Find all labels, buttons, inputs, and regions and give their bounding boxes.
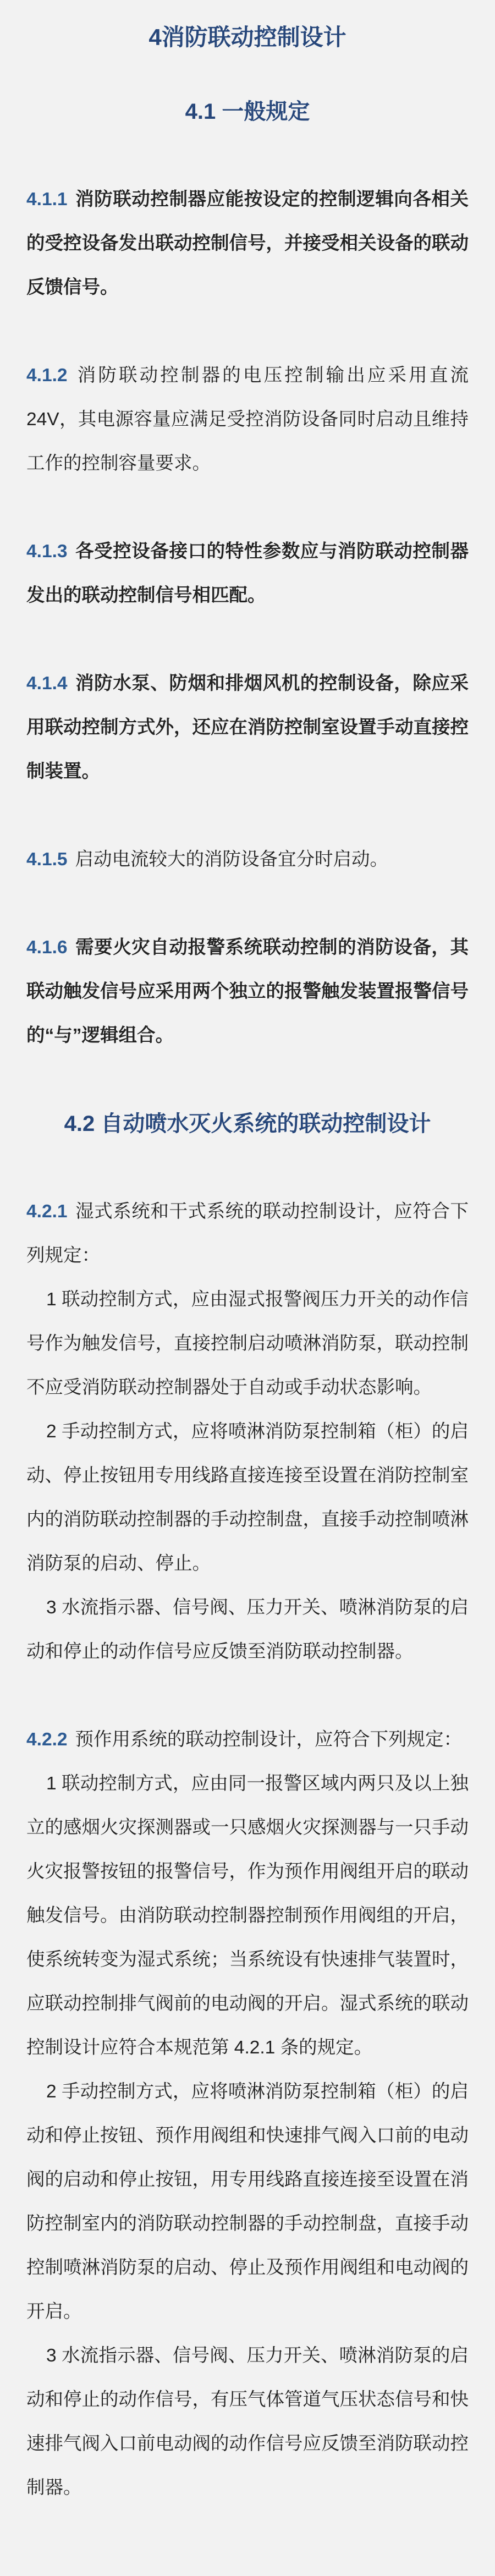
clause-item-3: 3 水流指示器、信号阀、压力开关、喷淋消防泵的启动和停止的动作信号应反馈至消防联动控制器。	[26, 1597, 469, 1662]
clause-4-1-6	[26, 926, 469, 1058]
clause-number: 4.2.2	[26, 1729, 68, 1750]
clause-4-1-3	[26, 530, 469, 618]
clause-4-2-1	[26, 1190, 469, 1674]
section-heading-4-2: 4.2 自动喷水灭火系统的联动控制设计	[64, 1112, 431, 1136]
clause-text: 预作用系统的联动控制设计，应符合下列规定：	[75, 1729, 463, 1750]
clause-text: 消防联动控制器的电压控制输出应采用直流24V，其电源容量应满足受控消防设备同时启动且维持工作的控制容量要求。	[26, 365, 469, 474]
clause-number: 4.1.2	[26, 365, 68, 386]
clause-4-1-2	[26, 354, 469, 486]
chapter-title: 4消防联动控制设计	[148, 24, 346, 50]
clause-4-2-2	[26, 1718, 469, 2510]
clause-text: 启动电流较大的消防设备宜分时启动。	[75, 849, 389, 870]
clause-text: 消防水泵、防烟和排烟风机的控制设备，除应采用联动控制方式外，还应在消防控制室设置手动直接控制装置。	[26, 673, 469, 782]
clause-number: 4.1.3	[26, 541, 68, 562]
clause-text: 需要火灾自动报警系统联动控制的消防设备，其联动触发信号应采用两个独立的报警触发装置报警信号的“与”逻辑组合。	[26, 937, 469, 1046]
clause-text: 各受控设备接口的特性参数应与消防联动控制器发出的联动控制信号相匹配。	[26, 541, 469, 606]
clause-item-2: 2 手动控制方式，应将喷淋消防泵控制箱（柜）的启动、停止按钮用专用线路直接连接至设置在消防控制室内的消防联动控制器的手动控制盘，直接手动控制喷淋消防泵的启动、停止。	[26, 1421, 469, 1574]
clause-item-1: 1 联动控制方式，应由湿式报警阀压力开关的动作信号作为触发信号，直接控制启动喷淋消防泵，联动控制不应受消防联动控制器处于自动或手动状态影响。	[26, 1289, 469, 1398]
clause-text: 消防联动控制器应能按设定的控制逻辑向各相关的受控设备发出联动控制信号，并接受相关设备的联动反馈信号。	[26, 189, 469, 298]
clause-number: 4.1.1	[26, 189, 68, 210]
clause-item-3: 3 水流指示器、信号阀、压力开关、喷淋消防泵的启动和停止的动作信号，有压气体管道气压状态信号和快速排气阀入口前电动阀的动作信号应反馈至消防联动控制器。	[26, 2346, 469, 2498]
clause-4-1-5	[26, 838, 469, 882]
clause-4-1-1	[26, 178, 469, 310]
clause-item-2: 2 手动控制方式，应将喷淋消防泵控制箱（柜）的启动和停止按钮、预作用阀组和快速排气阀入口前的电动阀的启动和停止按钮，用专用线路直接连接至设置在消防控制室内的消防联动控制器的手动控制盘，直接手动控制喷淋消防泵的启动、停止及预作用阀组和电动阀的开启。	[26, 2081, 469, 2322]
clause-text: 湿式系统和干式系统的联动控制设计，应符合下列规定：	[26, 1201, 469, 1266]
clause-item-1: 1 联动控制方式，应由同一报警区域内两只及以上独立的感烟火灾探测器或一只感烟火灾探测器与一只手动火灾报警按钮的报警信号，作为预作用阀组开启的联动触发信号。由消防联动控制器控制预作用阀组的开启，使系统转变为湿式系统；当系统设有快速排气装置时，应联动控制排气阀前的电动阀的开启。湿式系统的联动控制设计应符合本规范第 4.2.1 条的规定。	[26, 1773, 469, 2058]
clause-number: 4.2.1	[26, 1201, 68, 1222]
clause-number: 4.1.5	[26, 849, 68, 870]
clause-intro	[26, 1718, 469, 1762]
clause-4-1-4	[26, 662, 469, 794]
clause-number: 4.1.4	[26, 673, 68, 694]
section-heading-4-1: 4.1 一般规定	[185, 100, 310, 124]
clause-number: 4.1.6	[26, 937, 68, 958]
clause-intro	[26, 1190, 469, 1278]
